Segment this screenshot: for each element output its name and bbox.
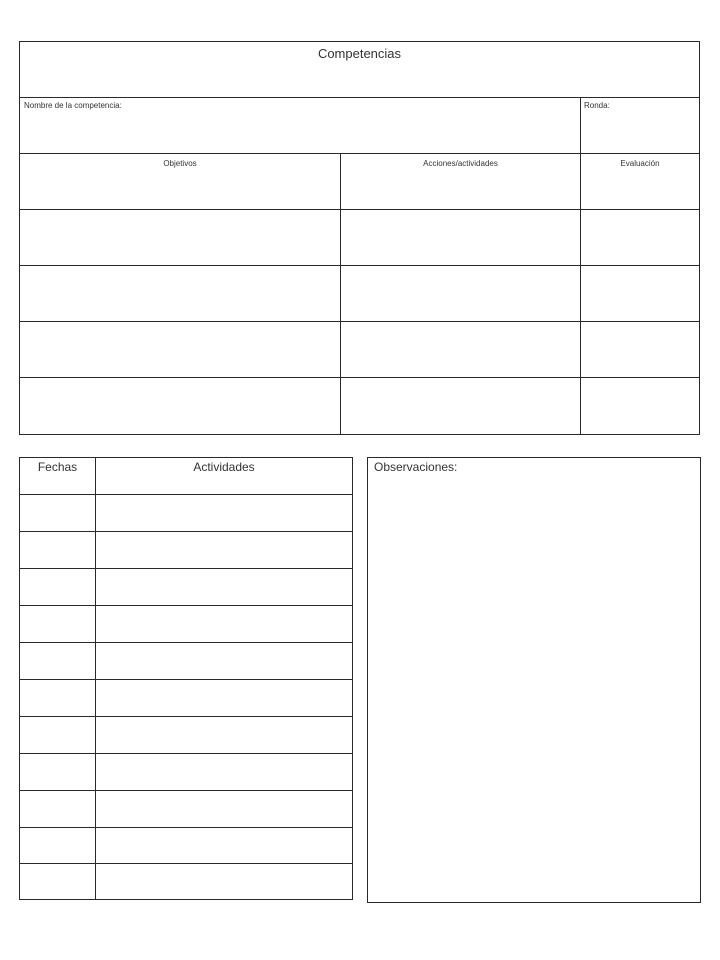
row-divider [20,716,352,717]
row-divider [20,568,352,569]
row-divider [20,209,699,210]
row-divider [20,321,699,322]
row-divider [20,679,352,680]
column-header-acciones: Acciones/actividades [423,159,498,168]
row-divider [20,605,352,606]
row-divider [20,827,352,828]
column-header-objetivos: Objetivos [163,159,197,168]
row-divider [20,753,352,754]
row-divider [20,153,699,154]
column-header-actividades: Actividades [193,460,255,474]
row-divider [20,790,352,791]
row-divider [20,642,352,643]
row-divider [20,377,699,378]
column-divider [580,97,581,434]
row-divider [20,97,699,98]
row-divider [20,863,352,864]
observations-label: Observaciones: [374,460,458,474]
activities-table [19,457,353,900]
row-divider [20,265,699,266]
column-divider [340,153,341,434]
row-divider [20,494,352,495]
observations-box[interactable] [367,457,701,903]
competition-name-label: Nombre de la competencia: [24,101,122,110]
column-header-evaluacion: Evaluación [620,159,660,168]
competencias-title: Competencias [317,46,402,61]
column-header-fechas: Fechas [37,460,78,474]
round-label: Ronda: [584,101,610,110]
competencias-table [19,41,700,435]
row-divider [20,531,352,532]
